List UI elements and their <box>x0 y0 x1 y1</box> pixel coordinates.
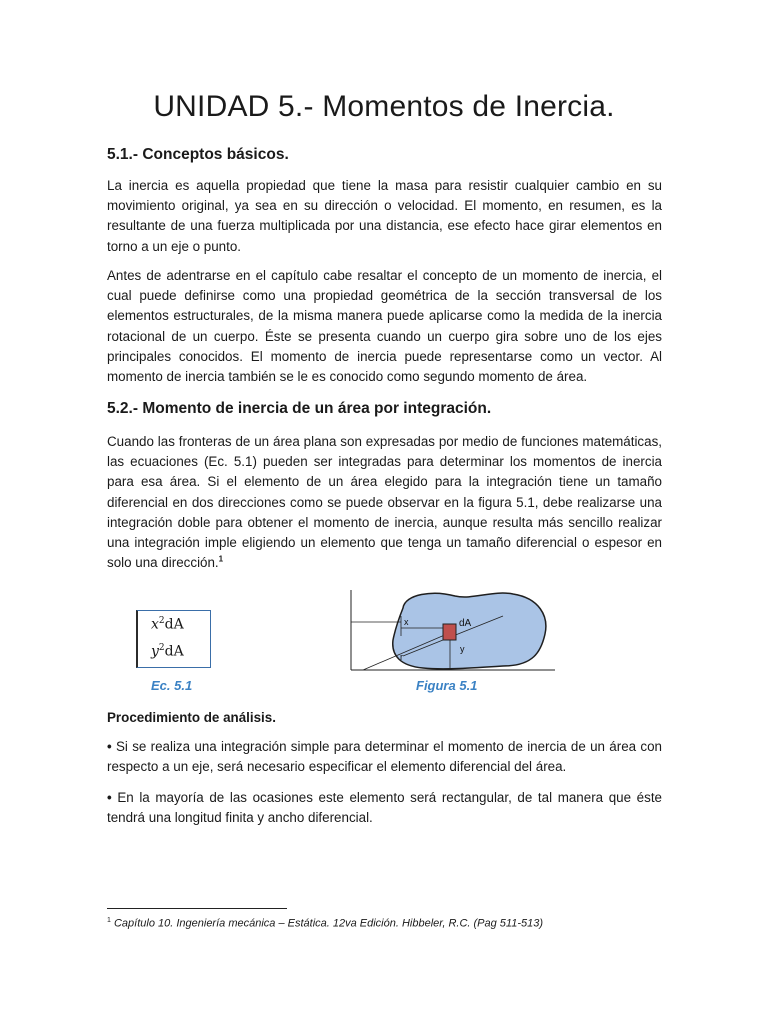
paragraph-inercia: La inercia es aquella propiedad que tiene la masa para resistir cualquier cambio en su movimiento original, ya sea en su dirección o velocidad. El momento, en resumen, es la resultante de una fuerza multiplicada por una distancia, ese efecto hace girar elementos en torno a un eje o punto. <box>107 178 662 254</box>
footnote-mark: 1 <box>107 917 111 924</box>
paragraph-momento-inercia: Antes de adentrarse en el capítulo cabe resaltar el concepto de un momento de inercia, el cual puede definirse como una propiedad geométrica de la sección transversal de los elementos estructurales, de la misma manera puede aplicarse como la medida de la inercia rotacional de un cuerpo. Éste se presenta cuando un cuerpo gira sobre uno de los ejes principales conocidos. El momento de inercia puede representarse como un vector. Al momento de inercia también se le es conocido como segundo momento de área. <box>107 268 662 385</box>
equation-da-y: dA <box>164 643 184 660</box>
equation-da-x: dA <box>164 616 184 633</box>
equation-box <box>136 610 211 668</box>
footnote-text: Capítulo 10. Ingeniería mecánica – Estática. 12va Edición. Hibbeler, R.C. (Pag 511-513) <box>113 917 544 930</box>
equation-line-y <box>151 643 184 660</box>
footnote-divider <box>107 908 287 909</box>
footnote <box>107 917 543 930</box>
figure-label-y: y <box>460 644 465 654</box>
procedure-bullet-2-text: En la mayoría de las ocasiones este elemento será rectangular, de tal manera que éste tendrá una longitud finita y ancho diferencial. <box>107 790 662 826</box>
procedure-bullet-1-text: Si se realiza una integración simple para determinar el momento de inercia de un área con respecto a un eje, será necesario especificar el elemento diferencial del área. <box>107 739 662 775</box>
figure-area-diagram <box>343 586 558 674</box>
equation-var-x: x <box>151 616 159 633</box>
paragraph-integracion <box>107 432 662 573</box>
bullet-2-dot: • <box>107 790 112 805</box>
bullet-1-dot: • <box>107 739 112 754</box>
equation-var-y: y <box>151 643 159 660</box>
procedure-bullet-1 <box>107 737 662 777</box>
section-heading-5-2: 5.2.- Momento de inercia de un área por integración. <box>107 400 492 417</box>
equation-caption: Ec. 5.1 <box>151 678 193 693</box>
procedure-bullet-2 <box>107 788 662 828</box>
footnote-ref: 1 <box>218 554 224 564</box>
equation-line-x <box>151 616 184 633</box>
figure-label-r: r <box>400 652 403 662</box>
figure-differential-element <box>443 624 456 640</box>
page-title: UNIDAD 5.- Momentos de Inercia. <box>153 90 615 123</box>
figure-area-shape <box>393 593 546 669</box>
equation-exp-x: 2 <box>158 616 165 626</box>
paragraph-integracion-text: Cuando las fronteras de un área plana son expresadas por medio de funciones matemáticas, las ecuaciones (Ec. 5.1) pueden ser integradas para determinar los momentos de inercia para esa área. Si el elemento de un área elegido para la integración tiene un tamaño diferencial en dos direcciones como se puede observar en la figura 5.1, debe realizarse una integración doble para obtener el momento de inercia, aunque resulta más sencillo realizar una integración imple eligiendo un elemento que tenga un tamaño diferencial o espesor en solo una dirección. <box>107 434 662 571</box>
procedure-heading: Procedimiento de análisis. <box>107 710 276 725</box>
equation-exp-y: 2 <box>158 643 165 653</box>
figure-label-da: dA <box>459 618 472 629</box>
section-heading-5-1: 5.1.- Conceptos básicos. <box>107 146 289 163</box>
figure-label-x: x <box>404 617 409 627</box>
figure-caption: Figura 5.1 <box>416 678 478 693</box>
